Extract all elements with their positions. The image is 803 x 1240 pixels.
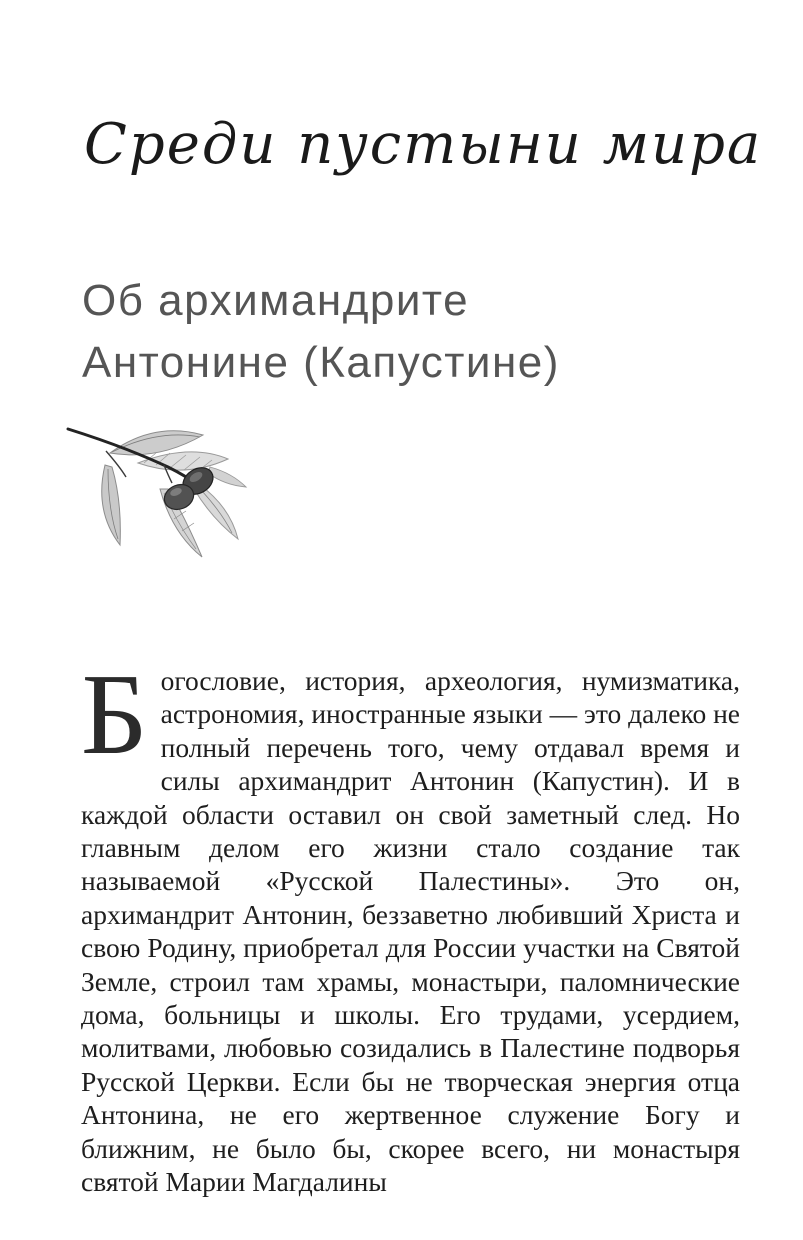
dropcap-letter: Б <box>81 651 148 779</box>
chapter-heading-line-1: Об архимандрите <box>82 276 470 325</box>
body-text-block <box>81 651 740 1199</box>
section-title: Среди пустыни мира <box>84 112 763 177</box>
chapter-heading <box>82 270 560 394</box>
chapter-heading-line-2: Антонине (Капустине) <box>82 338 560 387</box>
olive-branch-icon <box>60 415 255 570</box>
olive-branch-illustration <box>60 415 255 570</box>
body-paragraph <box>81 651 740 1199</box>
body-text: огословие, история, археология, нумизматика, астрономия, иностранные языки — это далеко не полный перечень того, чему отдавал время и силы архимандрит Антонин (Капустин). И в каждой области оставил он свой заметный след. Но главным делом его жизни стало создание так называемой «Русской Палестины». Это он, архимандрит Антонин, беззаветно любивший Христа и свою Родину, приобретал для России участки на Святой Земле, строил там храмы, монастыри, паломнические дома, больницы и школы. Его трудами, усердием, молитвами, любовью созидались в Палестине подворья Русской Церкви. Если бы не творческая энергия отца Антонина, не его жертвенное служение Богу и ближним, не было бы, скорее всего, ни монастыря святой Марии Магдалины <box>81 665 740 1198</box>
